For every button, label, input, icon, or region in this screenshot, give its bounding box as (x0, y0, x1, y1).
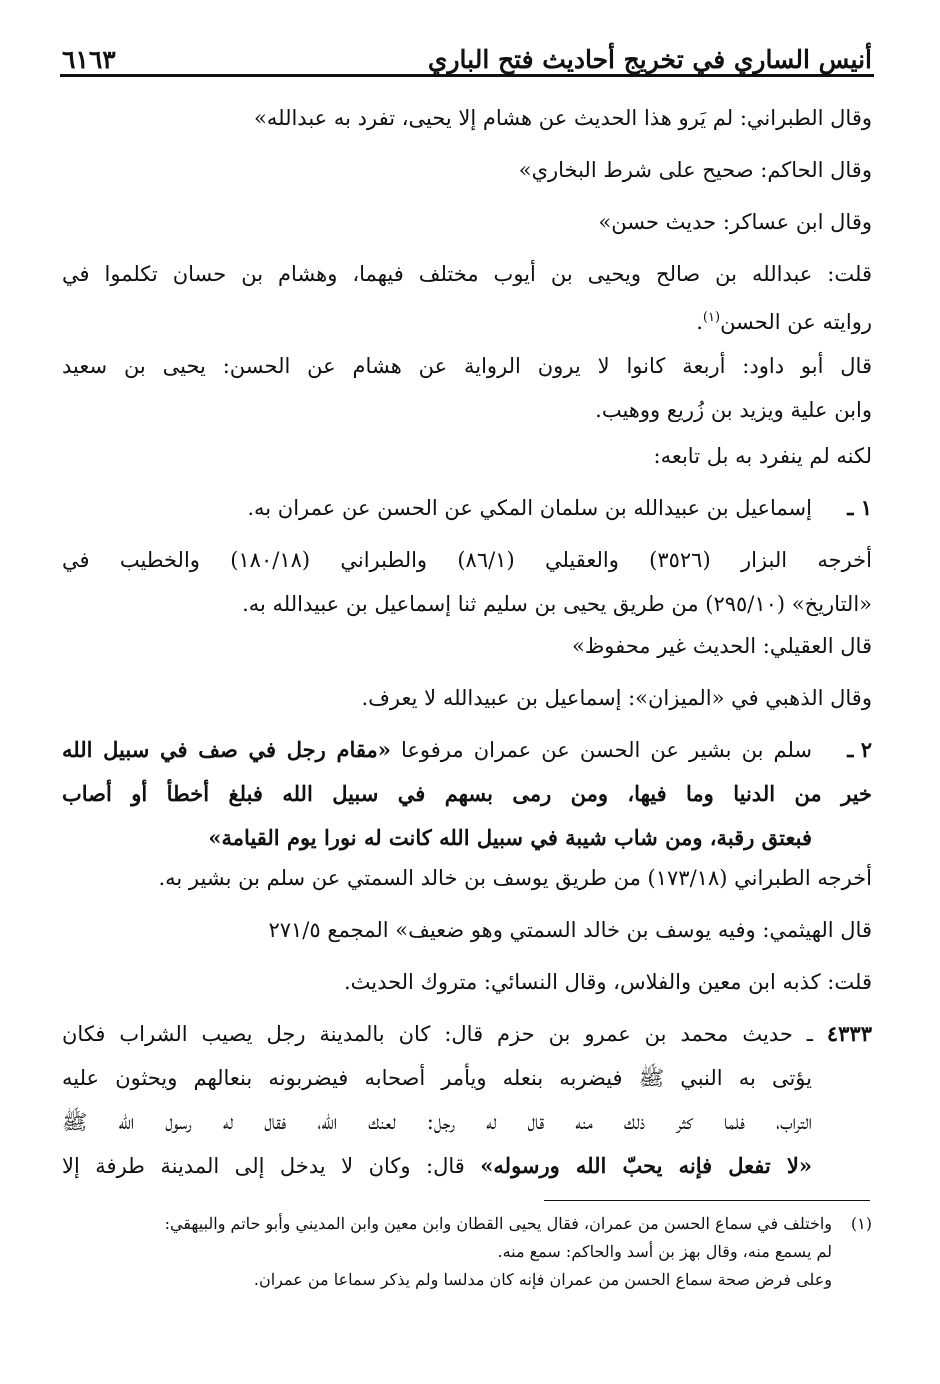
paragraph-qultu-2 (62, 960, 872, 1004)
hadith-number: ٤٣٣٣ (826, 1021, 872, 1046)
paragraph-text: أخرجه الطبراني (١٧٣/١٨) من طريق يوسف بن خالد السمتي عن سلم بن بشير به. (158, 866, 872, 890)
paragraph-line (62, 1012, 872, 1056)
paragraph-line: «التاريخ» (٢٩٥/١٠) من طريق يحيى بن سليم ثنا إسماعيل بن عبيدالله به. (242, 592, 872, 616)
footnotes (62, 1210, 872, 1294)
paragraph-line: أخرجه البزار (٣٥٢٦) والعقيلي (٨٦/١) والطبراني (١٨٠/١٨) والخطيب في (62, 548, 872, 572)
footnote-mark: (١) (850, 1214, 872, 1233)
hadith-text: «مقام رجل في صف في سبيل الله (62, 737, 391, 762)
hadith-text: فبعتق رقبة، ومن شاب شيبة في سبيل الله كانت له نورا يوم القيامة» (208, 825, 812, 850)
paragraph-line (62, 1144, 812, 1188)
paragraph-text: وقال الطبراني: لم يَرو هذا الحديث عن هشام إلا يحيى، تفرد به عبدالله» (254, 106, 872, 130)
footnote-line: وعلى فرض صحة سماع الحسن من عمران فإنه كان مدلسا ولم يذكر سماعا من عمران. (253, 1270, 832, 1289)
footnote-line: واختلف في سماع الحسن من عمران، فقال يحيى القطان وابن معين وابن المديني وأبو حاتم والبيهقي: (164, 1214, 832, 1233)
paragraph-line: روايته عن الحسن$^{(١)}$. (696, 310, 872, 334)
paragraph-text: وقال الحاكم: صحيح على شرط البخاري» (518, 158, 872, 182)
list-item-2 (62, 728, 872, 860)
footnote-1 (62, 1210, 872, 1294)
item-plain-text: سلم بن بشير عن الحسن عن عمران مرفوعا (400, 738, 813, 762)
paragraph-takhrij-1 (62, 538, 872, 626)
footnote-ref[interactable]: (١) (702, 310, 721, 325)
hadith-entry-4333 (62, 1012, 872, 1188)
paragraph-tabarani (62, 96, 872, 140)
paragraph-dhahabi (62, 676, 872, 720)
paragraph-line (62, 728, 812, 772)
paragraph-text: قلت: كذبه ابن معين والفلاس، وقال النسائي: متروك الحديث. (343, 970, 872, 994)
page-number: ٦١٦٣ (62, 45, 116, 74)
footnote-line: لم يسمع منه، وقال بهز بن أسد والحاكم: سمع منه. (497, 1242, 832, 1261)
header-rule (60, 74, 874, 77)
paragraph-takhrij-2 (62, 856, 872, 900)
paragraph-qultu-1 (62, 252, 872, 344)
paragraph-haythami (62, 908, 872, 952)
paragraph-line: التراب، فلما كثر ذلك منه قال له رجل: لعنك الله، فقال له رسول الله ﷺ (62, 1110, 812, 1134)
footnote-separator (544, 1200, 870, 1201)
paragraph-line: وابن علية ويزيد بن زُريع ووهيب. (595, 398, 872, 422)
book-title: أنيس الساري في تخريج أحاديث فتح الباري (427, 45, 872, 74)
hadith-text: «لا تفعل فإنه يحبّ الله ورسوله» (480, 1153, 812, 1178)
paragraph-text: وقال الذهبي في «الميزان»: إسماعيل بن عبيدالله لا يعرف. (361, 686, 872, 710)
paragraph-text: لكنه لم ينفرد به بل تابعه: (653, 444, 872, 468)
paragraph-hakim (62, 148, 872, 192)
list-item-number: ١ ـ (847, 495, 872, 520)
hadith-text: خير من الدنيا وما فيها، ومن رمى بسهم في سبيل الله فبلغ أخطأ أو أصاب (62, 781, 872, 806)
paragraph-abu-dawud (62, 344, 872, 432)
list-item-1 (62, 486, 872, 530)
paragraph-ibn-asakir (62, 200, 872, 244)
paragraph-line: قال أبو داود: أربعة كانوا لا يرون الرواية عن هشام عن الحسن: يحيى بن سعيد (62, 354, 872, 378)
paragraph-line-text: روايته عن الحسن (720, 310, 872, 334)
paragraph-line: يؤتى به النبي ﷺ فيضربه بنعله ويأمر أصحابه فيضربونه بنعالهم ويحثون عليه (62, 1066, 812, 1090)
paragraph-lakinnahu (62, 434, 872, 478)
paragraph-line: قلت: عبدالله بن صالح ويحيى بن أيوب مختلف فيهما، وهشام بن حسان تكلموا في (62, 262, 872, 286)
hadith-line-text: قال: وكان لا يدخل إلى المدينة طرفة إلا (62, 1154, 465, 1178)
list-item-text: إسماعيل بن عبيدالله بن سلمان المكي عن الحسن عن عمران به. (247, 496, 812, 520)
list-item-number: ٢ ـ (847, 737, 872, 762)
paragraph-text: وقال ابن عساكر: حديث حسن» (598, 210, 872, 234)
hadith-line-text: ـ حديث محمد بن عمرو بن حزم قال: كان بالمدينة رجل يصيب الشراب فكان (62, 1022, 813, 1046)
paragraph-uqayli (62, 624, 872, 668)
paragraph-text: قال العقيلي: الحديث غير محفوظ» (572, 634, 872, 658)
paragraph-text: قال الهيثمي: وفيه يوسف بن خالد السمتي وهو ضعيف» المجمع ٢٧١/٥ (268, 918, 872, 942)
page-header (62, 28, 872, 72)
list-item-text (62, 728, 812, 772)
